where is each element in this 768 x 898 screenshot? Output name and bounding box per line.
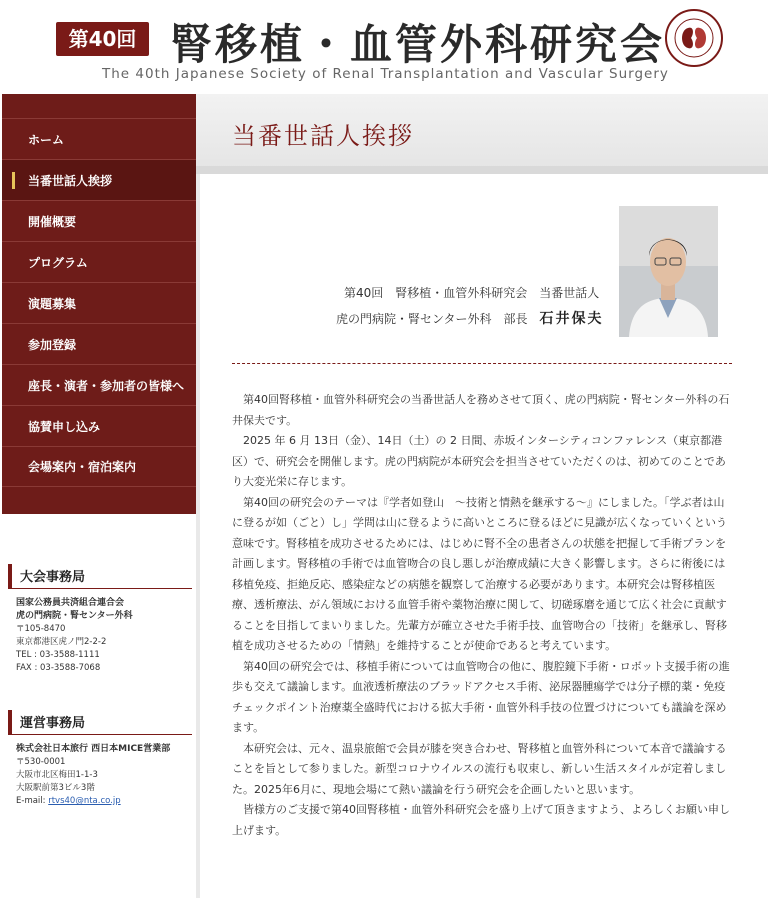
nav-item-greeting[interactable]: 当番世話人挨拶 <box>2 159 196 200</box>
sidebar <box>2 94 196 514</box>
secretariat-title: 大会事務局 <box>8 564 192 589</box>
society-logo-icon <box>664 8 724 68</box>
greeter-name: 石井保夫 <box>539 311 604 327</box>
operations-address2: 大阪駅前第3ビル3階 <box>16 783 95 793</box>
content-divider <box>196 174 200 898</box>
greeter-photo <box>619 206 718 337</box>
greeting-paragraph: 本研究会は、元々、温泉旅館で会員が膝を突き合わせ、腎移植と血管外科について本音で議論することを旨として参りました。新型コロナウイルスの流行も収束し、新しい生活スタイルが定着しました。2025年6月に、現地会場にて熱い議論を行う研究会を企画したいと思います。 <box>232 741 727 796</box>
site-subtitle: The 40th Japanese Society of Renal Transplantation and Vascular Surgery <box>102 66 669 82</box>
secretariat-details <box>8 597 192 675</box>
secretariat-postal: 〒105-8470 <box>16 624 66 634</box>
secretariat-fax: FAX : 03-3588-7068 <box>16 663 101 673</box>
greeting-body <box>232 390 732 841</box>
page-title: 当番世話人挨拶 <box>232 122 414 150</box>
greeting-paragraph: 第40回の研究会では、移植手術については血管吻合の他に、腹腔鏡下手術・ロボット支援手術の進歩も交えて議論します。血液透析療法のブラッドアクセス手術、泌尿器腫瘍学では分子標的薬・免疫チェックポイント治療薬全盛時代における拡大手術・血管外科手技の位置づけについても議論を深めます。 <box>232 659 730 734</box>
nav-item-abstracts[interactable]: 演題募集 <box>2 282 196 323</box>
operations-org: 株式会社日本旅行 西日本MICE営業部 <box>16 744 171 754</box>
operations-email-label: E-mail: <box>16 796 49 806</box>
secretariat-address: 東京都港区虎ノ門2-2-2 <box>16 637 107 647</box>
greeting-paragraph: 第40回腎移植・血管外科研究会の当番世話人を務めさせて頂く、虎の門病院・腎センター外科の石井保夫です。 <box>232 393 730 427</box>
page-title-bar <box>196 94 768 174</box>
operations-email-row <box>16 795 192 808</box>
operations-box <box>8 710 192 808</box>
nav-item-program[interactable]: プログラム <box>2 241 196 282</box>
nav-item-overview[interactable]: 開催概要 <box>2 200 196 241</box>
edition-badge: 第40回 <box>56 22 149 56</box>
nav-item-home[interactable]: ホーム <box>2 118 196 159</box>
site-title[interactable]: 腎移植・血管外科研究会 <box>170 20 666 69</box>
secretariat-org2: 虎の門病院・腎センター外科 <box>16 611 133 621</box>
operations-title: 運営事務局 <box>8 710 192 735</box>
greeter-affiliation: 虎の門病院・腎センター外科 部長 <box>336 312 528 326</box>
greeting-paragraph: 2025 年 6 月 13日（金）、14日（土）の 2 日間、赤坂インターシティコンファレンス（東京都港区）で、研究会を開催します。虎の門病院が本研究会を担当させていただくのは、初めてのことであり大変光栄に存じます。 <box>232 434 726 488</box>
operations-address1: 大阪市北区梅田1-1-3 <box>16 770 98 780</box>
greeter-role: 第40回 腎移植・血管外科研究会 当番世話人 <box>344 286 600 300</box>
operations-details <box>8 743 192 808</box>
site-header <box>0 0 768 94</box>
dashed-divider <box>232 363 732 364</box>
nav-item-registration[interactable]: 参加登録 <box>2 323 196 364</box>
secretariat-tel: TEL : 03-3588-1111 <box>16 650 100 660</box>
operations-email-link[interactable]: rtvs40@nta.co.jp <box>48 796 121 806</box>
greeter-affiliation-row <box>336 308 604 328</box>
greeting-paragraph: 皆様方のご支援で第40回腎移植・血管外科研究会を盛り上げて頂きますよう、よろしくお願い申し上げます。 <box>232 803 730 837</box>
nav-item-sponsorship[interactable]: 協賛申し込み <box>2 405 196 446</box>
main-nav <box>2 118 196 487</box>
greeting-paragraph: 第40回の研究会のテーマは『学者如登山 〜技術と情熱を継承する〜』にしました。「学ぶ者は山に登るが如（ごと）し」学問は山に登るように高いところに登るほどに見識が広くなっていくという意味です。腎移植を成功させるためには、はじめに腎不全の患者さんの状態を把握して手術プランを計画します。腎移植の手術では血管吻合の良し悪しが治療成績に大きく影響します。さらに術後には移植免疫、拒絶反応、感染症などの病態を観察して治療する必要があります。本研究会は腎移植医療、透析療法、がん領域における血管手術や薬物治療に関して、切磋琢磨を通じて広く社会に貢献することを目指してまいりました。先輩方が確立させた手術手技、血管吻合の「技術」を継承し、腎移植を成功させるための「情熱」を維持することが使命であると考えています。 <box>232 495 727 652</box>
secretariat-org1: 国家公務員共済組合連合会 <box>16 598 125 608</box>
operations-postal: 〒530-0001 <box>16 757 66 767</box>
secretariat-box <box>8 564 192 675</box>
nav-item-participants[interactable]: 座長・演者・参加者の皆様へ <box>2 364 196 405</box>
nav-item-venue[interactable]: 会場案内・宿泊案内 <box>2 446 196 487</box>
